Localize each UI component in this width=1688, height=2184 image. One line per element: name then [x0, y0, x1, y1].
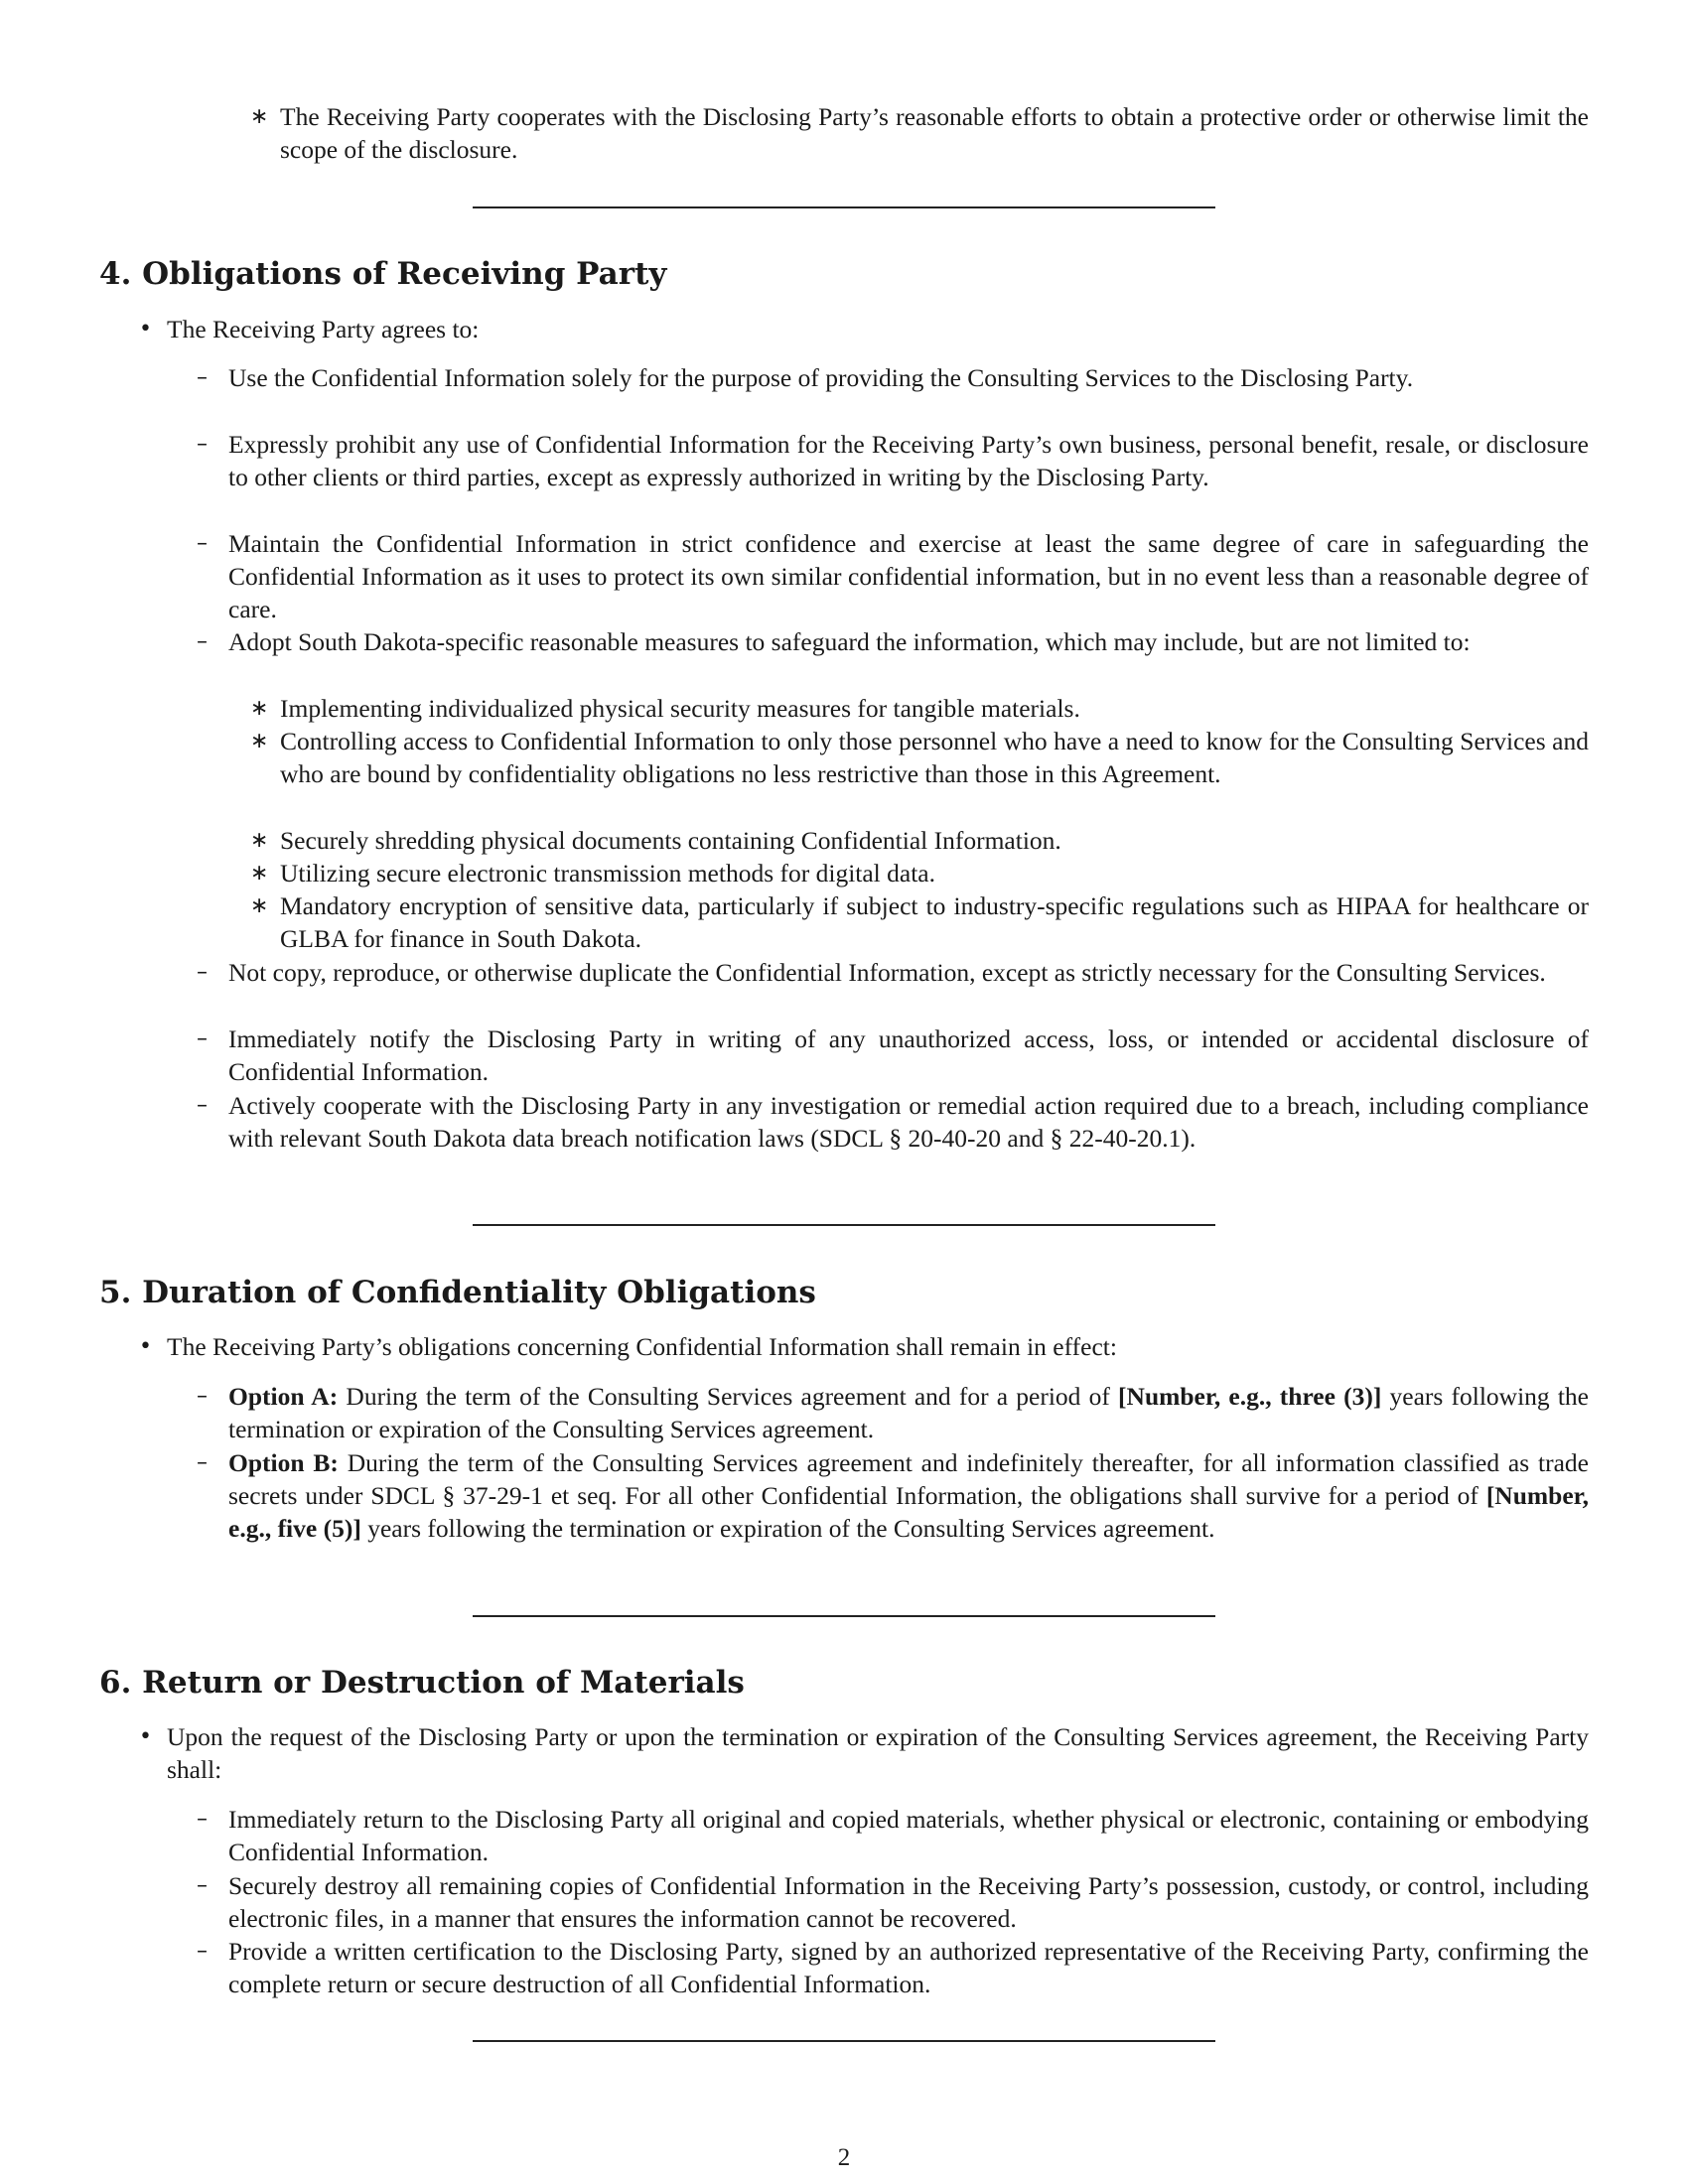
option-a-text-end: years following the termination or expiration of the Consulting Services agreement. [228, 1382, 1589, 1443]
section-divider [473, 1224, 1215, 1226]
option-b-label: Option B: [228, 1448, 339, 1477]
option-a-label: Option A: [228, 1382, 339, 1411]
dash-bullet-icon: – [197, 365, 208, 390]
section-4-item: Immediately notify the Disclosing Party in writing of any unauthorized access, loss, or intended or accidental disclosure of Confidential Information. [228, 1024, 1589, 1086]
dash-bullet-icon: – [197, 1026, 208, 1051]
section-divider [473, 2040, 1215, 2042]
section-4-subitem: Mandatory encryption of sensitive data, particularly if subject to industry-specific regulations such as HIPAA for healthcare or GLBA for finance in South Dakota. [280, 891, 1589, 953]
dash-bullet-icon: – [197, 629, 208, 654]
section-5-heading: 5. Duration of Confidentiality Obligations [99, 1275, 816, 1310]
dash-bullet-icon: – [197, 1873, 208, 1898]
option-b-text-end: years following the termination or expiration of the Consulting Services agreement. [360, 1514, 1215, 1543]
bullet-icon: • [139, 1724, 152, 1749]
section-4-item: Adopt South Dakota-specific reasonable measures to safeguard the information, which may include, but are not limited to: [228, 627, 1471, 656]
section-4-heading: 4. Obligations of Receiving Party [99, 256, 667, 292]
section-4-subitem: Implementing individualized physical security measures for tangible materials. [280, 694, 1080, 723]
section-6-item: Provide a written certification to the Disclosing Party, signed by an authorized representative of the Receiving Party, confirming the complete return or secure destruction of all Confidential Information. [228, 1937, 1589, 1998]
asterisk-bullet-icon: ∗ [250, 696, 269, 721]
dash-bullet-icon: – [197, 1384, 208, 1409]
asterisk-bullet-icon: ∗ [250, 893, 269, 918]
bullet-icon: • [139, 317, 152, 341]
dash-bullet-icon: – [197, 432, 208, 457]
dash-bullet-icon: – [197, 1939, 208, 1964]
asterisk-bullet-icon: ∗ [250, 828, 269, 853]
section-6-lead: Upon the request of the Disclosing Party or upon the termination or expiration of the Consulting Services agreement, the Receiving Party shall: [167, 1722, 1589, 1784]
asterisk-bullet-icon: ∗ [250, 861, 269, 886]
asterisk-bullet-icon: ∗ [250, 729, 269, 753]
bullet-icon: • [139, 1334, 152, 1359]
dash-bullet-icon: – [197, 1093, 208, 1118]
section-4-item: Not copy, reproduce, or otherwise duplicate the Confidential Information, except as strictly necessary for the Consulting Services. [228, 958, 1546, 987]
section-5-option-b [228, 1446, 1589, 1545]
asterisk-bullet-icon: ∗ [250, 104, 269, 129]
option-a-text: During the term of the Consulting Services agreement and for a period of [338, 1382, 1119, 1411]
section-divider [473, 206, 1215, 208]
option-a-placeholder: [Number, e.g., three (3)] [1118, 1382, 1382, 1411]
section-4-item: Maintain the Confidential Information in strict confidence and exercise at least the same degree of care in safeguarding the Confidential Information as it uses to protect its own similar confidential information, but in no event less than a reasonable degree of care. [228, 529, 1589, 623]
section-4-item: Use the Confidential Information solely for the purpose of providing the Consulting Services to the Disclosing Party. [228, 363, 1414, 392]
option-b-placeholder: [Number, e.g., five (5)] [228, 1481, 1589, 1543]
page-number: 2 [837, 2144, 851, 2171]
dash-bullet-icon: – [197, 1807, 208, 1832]
section-4-subitem: Controlling access to Confidential Information to only those personnel who have a need to know for the Consulting Services and who are bound by confidentiality obligations no less restrictive than those in this Agreement. [280, 727, 1589, 788]
section-4-subitem: Securely shredding physical documents containing Confidential Information. [280, 826, 1061, 855]
section-4-item: Actively cooperate with the Disclosing Party in any investigation or remedial action required due to a breach, including compliance with relevant South Dakota data breach notification laws (SDCL § 20-40-20 and § 22-40-20.1). [228, 1091, 1589, 1153]
section-divider [473, 1615, 1215, 1617]
option-b-text: During the term of the Consulting Services agreement and indefinitely thereafter, for all information classified as trade secrets under SDCL § 37-29-1 et seq. For all other Confidential Information, the obligations shall survive for a period of [228, 1448, 1589, 1510]
dash-bullet-icon: – [197, 531, 208, 556]
intro-list-item: The Receiving Party cooperates with the Disclosing Party’s reasonable efforts to obtain a protective order or otherwise limit the scope of the disclosure. [280, 102, 1589, 164]
section-4-lead: The Receiving Party agrees to: [167, 315, 480, 343]
dash-bullet-icon: – [197, 1450, 208, 1475]
section-6-heading: 6. Return or Destruction of Materials [99, 1665, 745, 1701]
section-6-item: Securely destroy all remaining copies of Confidential Information in the Receiving Party’s possession, custody, or control, including electronic files, in a manner that ensures the information cannot be recovered. [228, 1871, 1589, 1933]
section-6-item: Immediately return to the Disclosing Party all original and copied materials, whether physical or electronic, containing or embodying Confidential Information. [228, 1805, 1589, 1866]
dash-bullet-icon: – [197, 960, 208, 985]
section-5-option-a [228, 1380, 1589, 1445]
section-5-lead: The Receiving Party’s obligations concerning Confidential Information shall remain in effect: [167, 1332, 1117, 1361]
section-4-item: Expressly prohibit any use of Confidential Information for the Receiving Party’s own business, personal benefit, resale, or disclosure to other clients or third parties, except as expressly authorized in writing by the Disclosing Party. [228, 430, 1589, 491]
section-4-subitem: Utilizing secure electronic transmission methods for digital data. [280, 859, 935, 887]
